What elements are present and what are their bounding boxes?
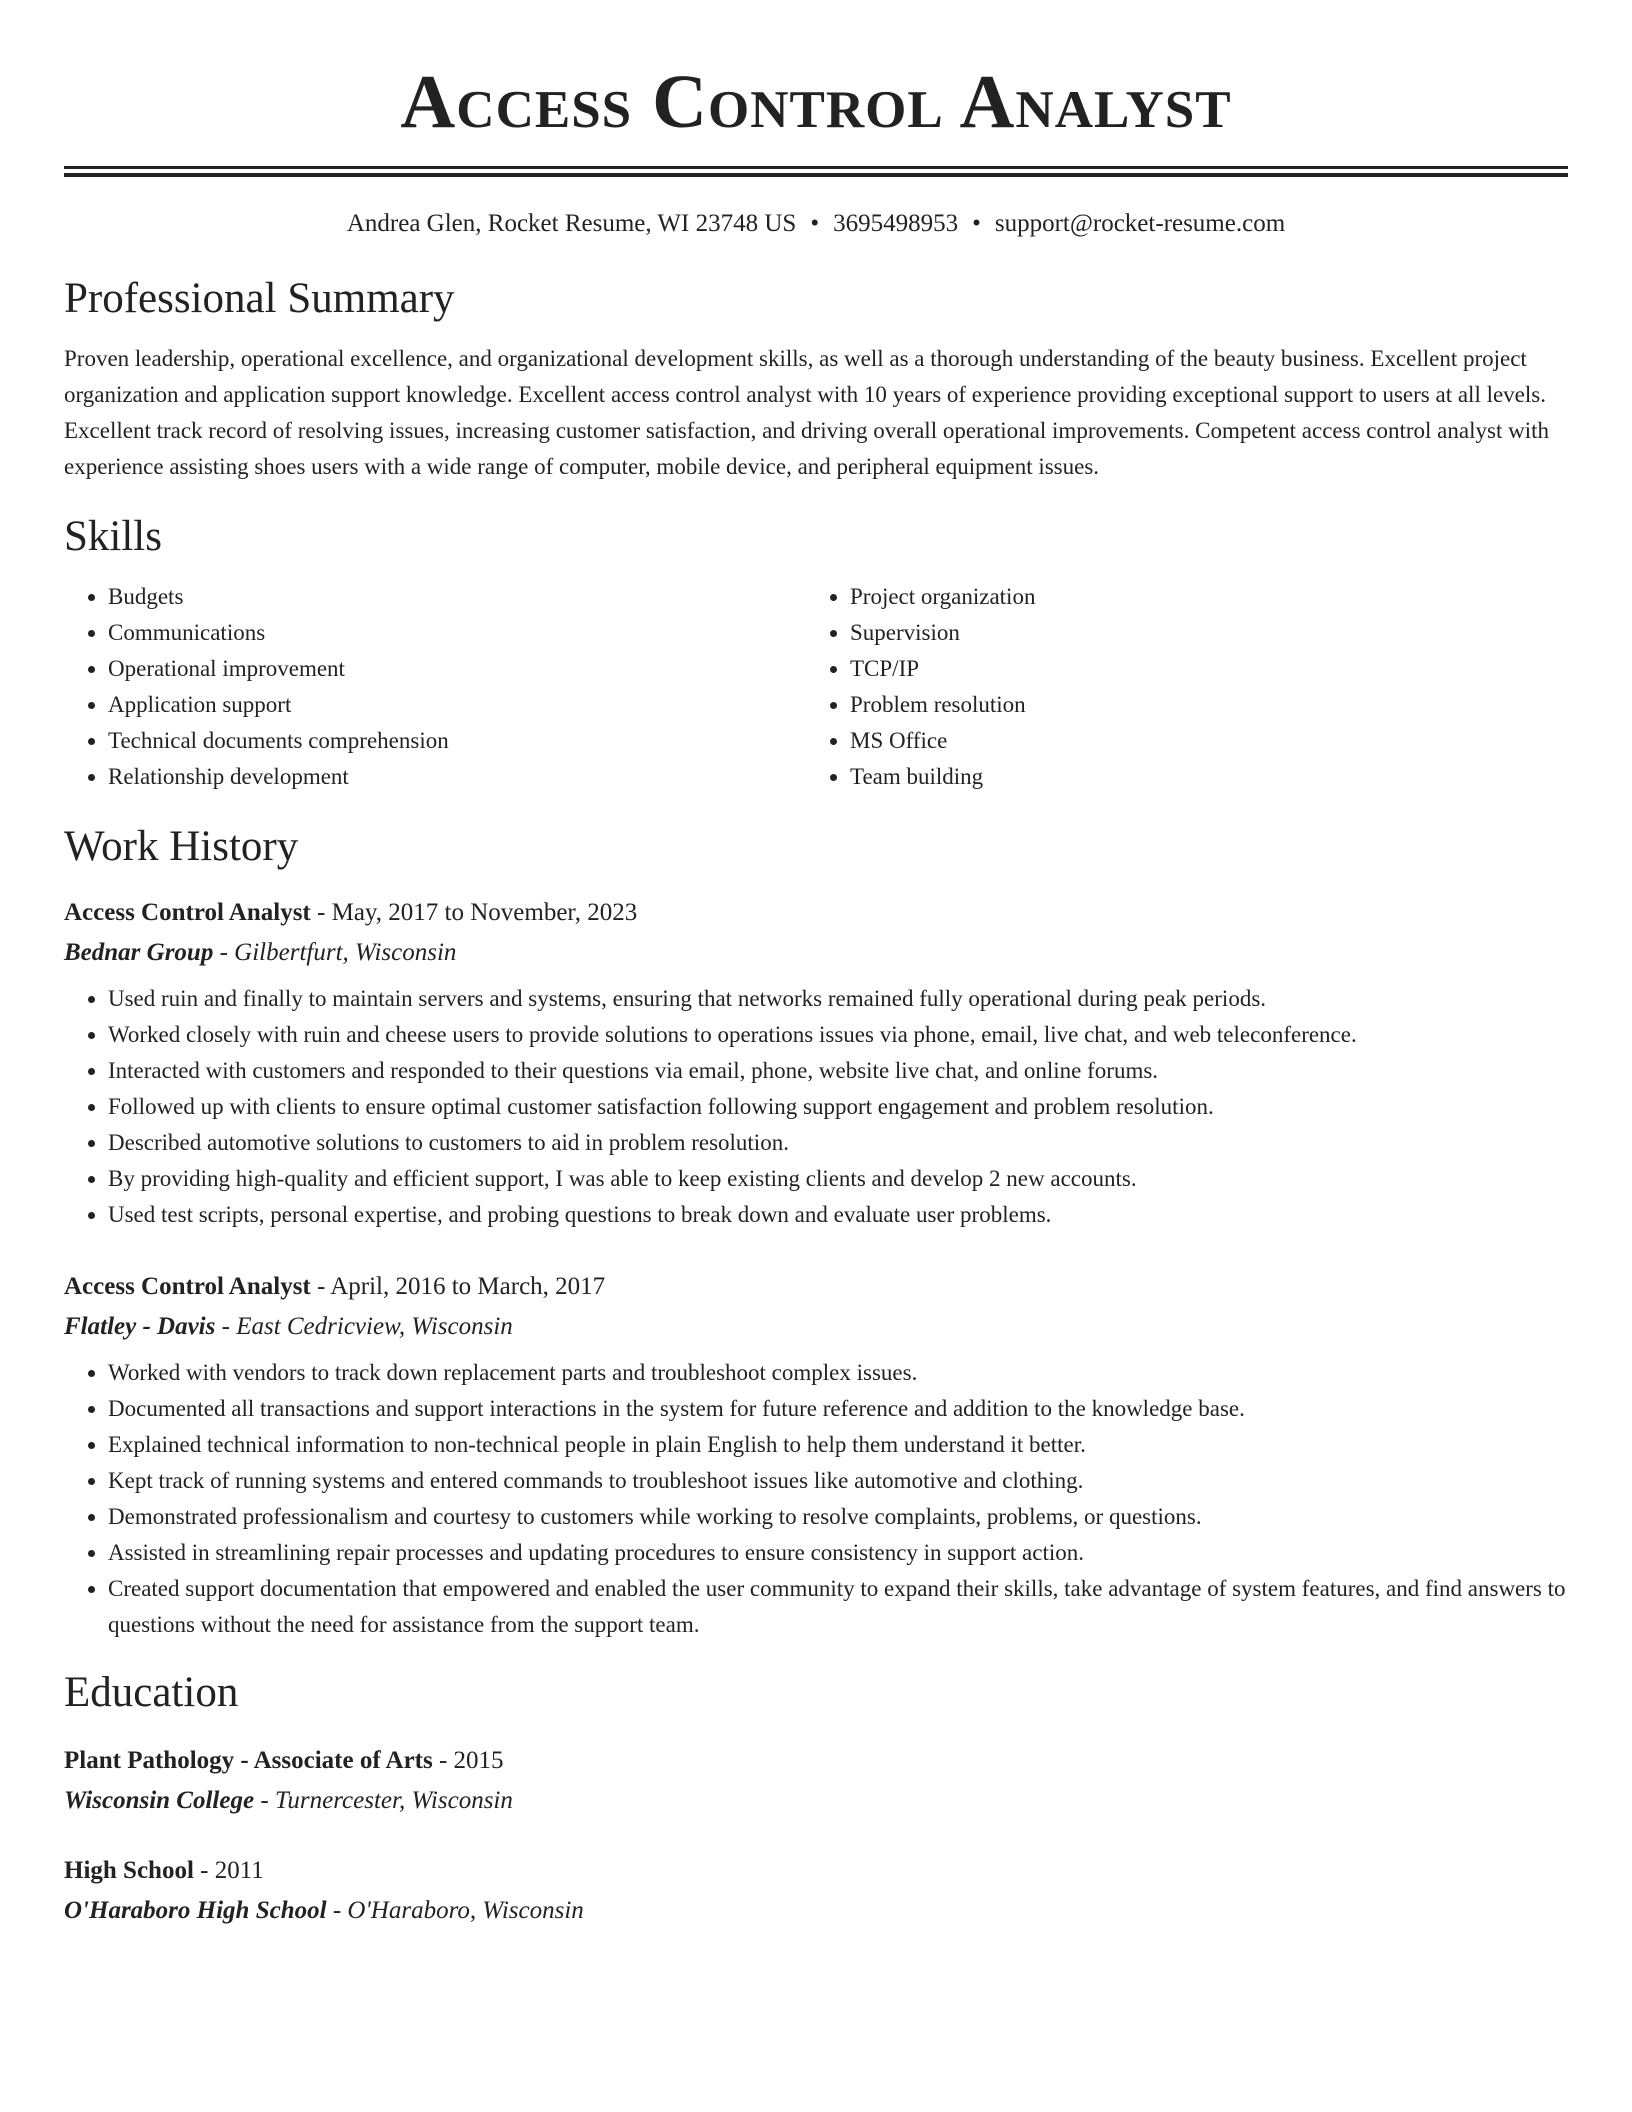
education-heading: Education bbox=[64, 1669, 239, 1716]
skill-item: • Communications bbox=[108, 615, 806, 651]
summary-text: Proven leadership, operational excellence, and organizational development skills, as well as a thorough understanding of the beauty business. Excellent project organization and application support knowledge. Excellent access control analyst with 10 years of experience providing exceptional support to users at all levels. Excellent track record of resolving issues, increasing customer satisfaction, and driving overall operational improvements. Competent access control analyst with experience assisting shoes users with a wide range of computer, mobile device, and peripheral equipment issues. bbox=[64, 346, 1549, 479]
education-school: O'Haraboro High School bbox=[64, 1897, 327, 1924]
skill-item: • Application support bbox=[108, 687, 806, 723]
education-location: Turnercester, Wisconsin bbox=[274, 1787, 513, 1814]
skills-column-right bbox=[806, 579, 1035, 795]
job-entry bbox=[64, 893, 1568, 1233]
job-bullet: • Created support documentation that empowered and enabled the user community to expand their skills, take advantage of system features, and find answers to questions without the need for assistance from the support team. bbox=[108, 1571, 1568, 1643]
job-location: Gilbertfurt, Wisconsin bbox=[234, 939, 457, 966]
job-dates: April, 2016 to March, 2017 bbox=[330, 1273, 606, 1300]
job-bullet: • By providing high-quality and efficient support, I was able to keep existing clients and develop 2 new accounts. bbox=[108, 1161, 1568, 1197]
contact-line bbox=[64, 207, 1568, 241]
education-entry bbox=[64, 1741, 1568, 1821]
education-title-line: Plant Pathology - Associate of Arts - 2015 bbox=[64, 1747, 504, 1774]
job-company: Flatley - Davis bbox=[64, 1313, 216, 1340]
resume-title: Access Control Analyst bbox=[400, 60, 1232, 144]
job-title-line: Access Control Analyst - May, 2017 to November, 2023 bbox=[64, 899, 638, 926]
education-entry bbox=[64, 1851, 1568, 1931]
skills-column-left bbox=[64, 579, 806, 795]
contact-separator: • bbox=[810, 210, 820, 237]
job-bullet: • Worked with vendors to track down replacement parts and troubleshoot complex issues. bbox=[108, 1355, 1568, 1391]
education-degree: High School bbox=[64, 1857, 194, 1884]
job-bullet: • Followed up with clients to ensure optimal customer satisfaction following support engagement and problem resolution. bbox=[108, 1089, 1568, 1125]
title-divider bbox=[64, 166, 1568, 177]
skill-item: • MS Office bbox=[850, 723, 1035, 759]
job-bullet: • Demonstrated professionalism and courtesy to customers while working to resolve complaints, problems, or questions. bbox=[108, 1499, 1568, 1535]
work-history-heading: Work History bbox=[64, 823, 299, 870]
skill-item: • TCP/IP bbox=[850, 651, 1035, 687]
job-bullet: • Explained technical information to non-technical people in plain English to help them understand it better. bbox=[108, 1427, 1568, 1463]
education-school-line: O'Haraboro High School - O'Haraboro, Wisconsin bbox=[64, 1897, 584, 1924]
job-title: Access Control Analyst bbox=[64, 1273, 311, 1300]
contact-separator: • bbox=[972, 210, 981, 237]
job-company-line: Flatley - Davis - East Cedricview, Wisconsin bbox=[64, 1313, 513, 1340]
job-bullets bbox=[64, 1355, 1568, 1643]
job-dates: May, 2017 to November, 2023 bbox=[331, 899, 638, 926]
education-title-line: High School - 2011 bbox=[64, 1857, 264, 1884]
education-year: 2011 bbox=[214, 1857, 264, 1884]
job-bullets bbox=[64, 981, 1568, 1233]
skill-item: • Relationship development bbox=[108, 759, 806, 795]
job-company-line: Bednar Group - Gilbertfurt, Wisconsin bbox=[64, 939, 457, 966]
skills-heading: Skills bbox=[64, 513, 162, 560]
job-company: Bednar Group bbox=[64, 939, 214, 966]
job-title: Access Control Analyst bbox=[64, 899, 311, 926]
job-bullet: • Worked closely with ruin and cheese users to provide solutions to operations issues via phone, email, live chat, and web teleconference. bbox=[108, 1017, 1568, 1053]
job-bullet: • Assisted in streamlining repair processes and updating procedures to ensure consistency in support action. bbox=[108, 1535, 1568, 1571]
education-school: Wisconsin College bbox=[64, 1787, 255, 1814]
contact-email: support@rocket-resume.com bbox=[994, 210, 1286, 237]
job-title-line: Access Control Analyst - April, 2016 to March, 2017 bbox=[64, 1273, 606, 1300]
job-bullet: • Used test scripts, personal expertise, and probing questions to break down and evaluate user problems. bbox=[108, 1197, 1568, 1233]
job-bullet: • Interacted with customers and responded to their questions via email, phone, website live chat, and online forums. bbox=[108, 1053, 1568, 1089]
education-degree: Plant Pathology - Associate of Arts bbox=[64, 1747, 433, 1774]
contact-phone: 3695498953 bbox=[833, 210, 959, 237]
skill-item: • Operational improvement bbox=[108, 651, 806, 687]
skill-item: • Supervision bbox=[850, 615, 1035, 651]
skill-item: • Budgets bbox=[108, 579, 806, 615]
education-school-line: Wisconsin College - Turnercester, Wisconsin bbox=[64, 1787, 513, 1814]
skill-item: • Problem resolution bbox=[850, 687, 1035, 723]
job-bullet: • Used ruin and finally to maintain servers and systems, ensuring that networks remained fully operational during peak periods. bbox=[108, 981, 1568, 1017]
skill-item: • Team building bbox=[850, 759, 1035, 795]
job-bullet: • Described automotive solutions to customers to aid in problem resolution. bbox=[108, 1125, 1568, 1161]
job-bullet: • Documented all transactions and support interactions in the system for future reference and addition to the knowledge base. bbox=[108, 1391, 1568, 1427]
summary-heading: Professional Summary bbox=[64, 275, 455, 322]
job-location: East Cedricview, Wisconsin bbox=[236, 1313, 513, 1340]
skill-item: • Project organization bbox=[850, 579, 1035, 615]
job-bullet: • Kept track of running systems and entered commands to troubleshoot issues like automotive and clothing. bbox=[108, 1463, 1568, 1499]
job-entry bbox=[64, 1267, 1568, 1643]
skill-item: • Technical documents comprehension bbox=[108, 723, 806, 759]
skills-list bbox=[64, 579, 1568, 795]
contact-address: Andrea Glen, Rocket Resume, WI 23748 US bbox=[346, 210, 797, 237]
education-location: O'Haraboro, Wisconsin bbox=[347, 1897, 584, 1924]
education-year: 2015 bbox=[453, 1747, 504, 1774]
